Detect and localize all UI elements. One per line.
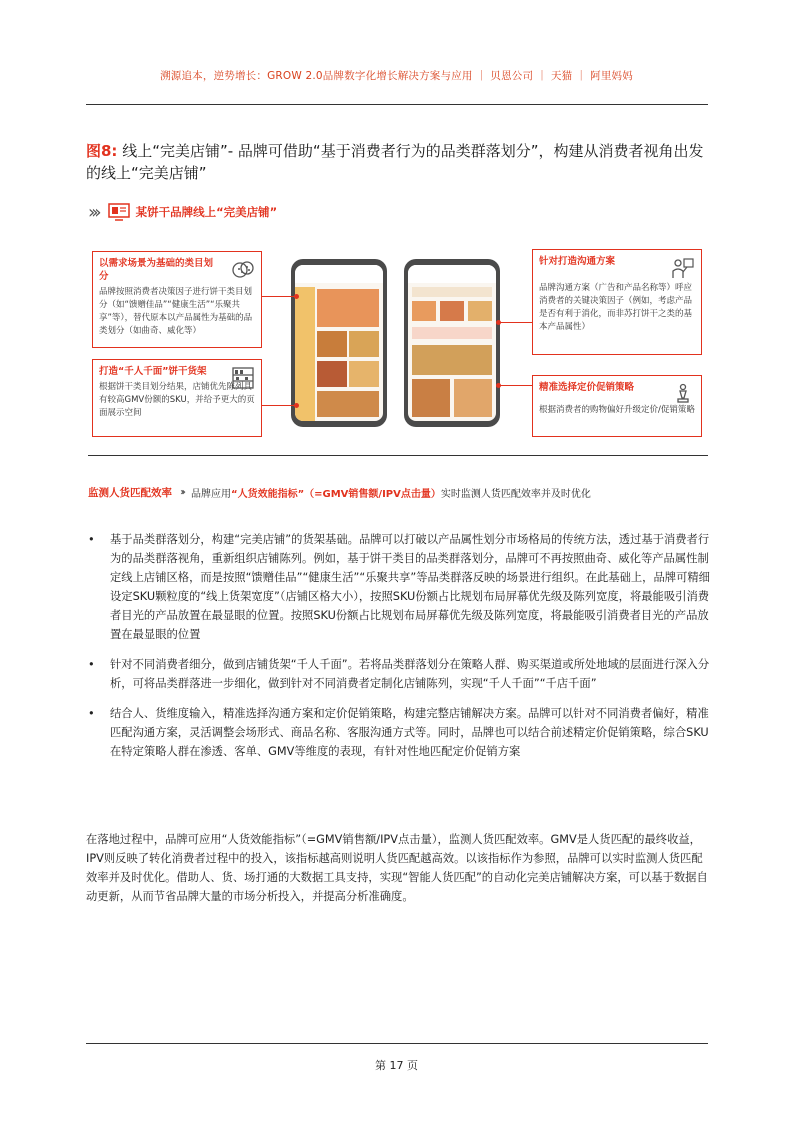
- footer-divider: [86, 1043, 708, 1044]
- connector-dot: [496, 320, 501, 325]
- monitor-prefix: 品牌应用: [191, 489, 231, 500]
- phone-screen-right: [408, 265, 496, 421]
- connector-dot: [294, 403, 299, 408]
- shelf-box: [92, 359, 262, 437]
- category-box: [92, 251, 262, 348]
- list-item: • 基于品类群落划分，构建“完美店铺”的货架基础。品牌可以打破以产品属性划分市场格局的传统方法，透过基于消费者行为的品类群落视角，重新组织店铺陈列。例如，基于饼干类目的品类群落划分，品牌可不再按照曲奇、威化等产品属性制定线上店铺区格，而是按照“馈赠佳品”“健康生活”“乐聚共享”等品类群落反映的场景进行组织。在此基础上，品牌可精细设定SKU颗粒度的“线上货架宽度”（店铺区格大小），按照SKU份额占比规划布局屏幕优先级及陈列宽度，将最能吸引消费者目光的产品放置在最显眼的位置。按照SKU份额占比规划布局屏幕优先级及陈列宽度，将最能吸引消费者目光的产品放置在最显眼的位置: [86, 530, 711, 644]
- cookie-icon: [231, 258, 255, 282]
- monitor-row: [88, 485, 708, 500]
- list-item: • 结合人、货维度输入，精准选择沟通方案和定价促销策略，构建完整店铺解决方案。品牌可以针对不同消费者偏好，精准匹配沟通方案，灵活调整会场形式、商品名称、客服沟通方式等。同时，品牌也可以结合前述精定价促销策略，综合SKU在特定策略人群在渗透、客单、GMV等维度的表现，有针对性地匹配定价促销方案: [86, 704, 711, 761]
- comm-box-title: 针对打造沟通方案: [539, 256, 616, 267]
- figure-label: 图8:: [86, 142, 118, 160]
- chevron-right-icon: ›››: [180, 487, 183, 498]
- monitor-label: 监测人货匹配效率: [88, 487, 172, 499]
- promo-box: [532, 375, 702, 437]
- shop-screen-icon: [108, 202, 130, 222]
- comm-box-body: 品牌沟通方案（广告和产品名称等）呼应消费者的关键决策因子（例如，考虑产品是否有利于消化，而非苏打饼干之类的基本产品属性）: [539, 283, 693, 332]
- connector-category: [262, 296, 296, 297]
- diagram-baseline: [88, 455, 708, 456]
- bullet-list: [86, 530, 711, 772]
- category-box-title: 以需求场景为基础的类目划分: [99, 258, 214, 282]
- shelf-icon: [231, 366, 255, 390]
- presenter-icon: [671, 256, 695, 280]
- phone-mockup-left: [291, 259, 387, 427]
- category-box-body: 品牌按照消费者决策因子进行饼干类目划分（如“馈赠佳品”“健康生活”“乐聚共享”等），替代原本以产品属性为基础的品类划分（如曲奇、威化等）: [99, 287, 253, 336]
- connector-promo: [498, 385, 532, 386]
- diagram-subtitle: 某饼干品牌线上“完美店铺”: [135, 205, 278, 219]
- monitor-highlight: “人货效能指标”（=GMV销售额/IPV点击量）: [231, 489, 441, 500]
- chess-icon: [671, 382, 695, 406]
- chevron-right-icon: ›››: [88, 201, 98, 223]
- connector-shelf: [262, 405, 296, 406]
- monitor-suffix: 实时监测人货匹配效率并及时优化: [440, 489, 591, 500]
- connector-dot: [496, 383, 501, 388]
- promo-box-title: 精准选择定价促销策略: [539, 382, 635, 393]
- shelf-box-body: 根据饼干类目划分结果，店铺优先陈列具有较高GMV份额的SKU，并给予更大的页面展示空间: [99, 382, 255, 418]
- header-divider: [86, 104, 708, 105]
- connector-dot: [294, 294, 299, 299]
- figure-diagram: [88, 197, 708, 507]
- diagram-subtitle-row: [88, 201, 277, 223]
- promo-box-body: 根据消费者的购物偏好升级定价/促销策略: [539, 405, 695, 415]
- page-number: 第 17 页: [375, 1059, 418, 1072]
- figure-title: [86, 140, 711, 184]
- comm-box: [532, 249, 702, 355]
- list-item: • 针对不同消费者细分，做到店铺货架“千人千面”。若将品类群落划分在策略人群、购买渠道或所处地域的层面进行深入分析，可将品类群落进一步细化，做到针对不同消费者定制化店铺陈列，实现“千人千面”“千店千面”: [86, 655, 711, 693]
- shelf-box-title: 打造“千人千面”饼干货架: [99, 366, 207, 377]
- phone-screen-left: [295, 265, 383, 421]
- page-header: 溯源追本，逆势增长：GROW 2.0品牌数字化增长解决方案与应用 ｜ 贝恩公司 ｜ 天猫 ｜ 阿里妈妈: [160, 70, 633, 82]
- body-paragraph: 在落地过程中，品牌可应用“人货效能指标”（=GMV销售额/IPV点击量），监测人货匹配效率。GMV是人货匹配的最终收益，IPV则反映了转化消费者过程中的投入，该指标越高则说明人货匹配越高效。以该指标作为参照，品牌可以实时监测人货匹配效率并及时优化。借助人、货、场打通的大数据工具支持，实现“智能人货匹配”的自动化完美店铺解决方案，可以基于数据自动更新，从而节省品牌大量的市场分析投入，并提高分析准确度。: [86, 833, 708, 903]
- connector-comm: [498, 322, 532, 323]
- figure-title-text: 线上“完美店铺”- 品牌可借助“基于消费者行为的品类群落划分”，构建从消费者视角出发的线上“完美店铺”: [86, 142, 704, 182]
- phone-mockup-right: [404, 259, 500, 427]
